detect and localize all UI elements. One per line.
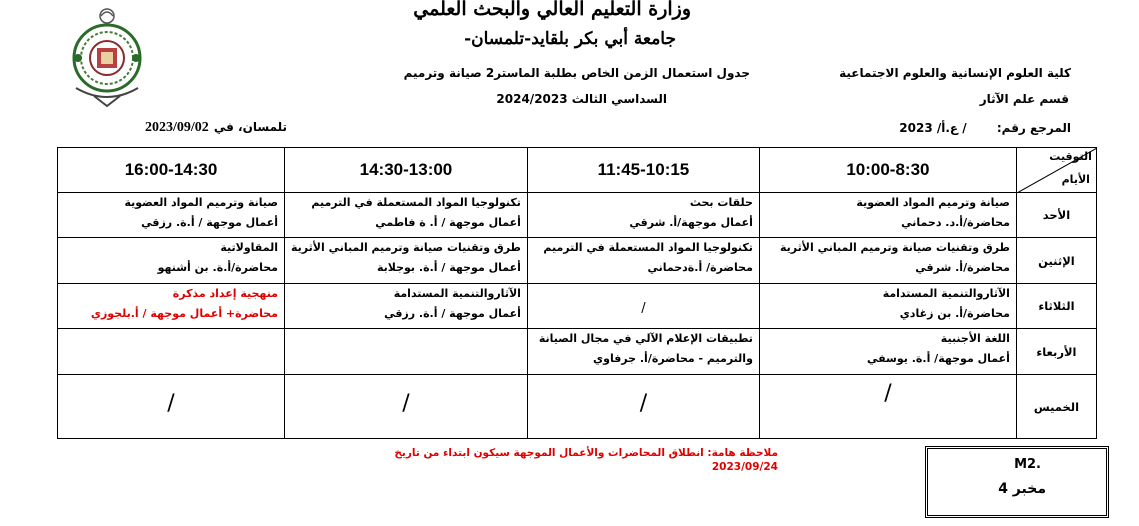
teacher: محاضرة+ أعمال موجهة / أ.بلجوزي: [90, 307, 278, 320]
university-seal-icon: [64, 8, 150, 110]
course: تطبيقات الإعلام الآلي في مجال الصيانة: [538, 332, 753, 345]
group-label: M2.: [1014, 457, 1041, 472]
corner-time-label: التوقيت: [1049, 150, 1092, 163]
teacher: أعمال موجهة/ أ.ة. يوسفي: [867, 352, 1010, 365]
table-row: [58, 284, 1097, 329]
cell-mon-1: [759, 238, 1016, 284]
corner-day-label: الأيام: [1061, 173, 1090, 186]
cell-wed-4: [58, 329, 285, 375]
room-label: مخبر 4: [998, 481, 1046, 497]
course: طرق وتقنيات صيانة وترميم المباني الأثرية: [780, 241, 1010, 254]
cell-mon-2: [527, 238, 759, 284]
teacher: محاضرة/أ. بن زغادي: [899, 307, 1010, 320]
reference-label: المرجع رقم:: [996, 121, 1071, 135]
teacher: أعمال موجهة/أ. شرقي: [629, 216, 753, 229]
cell-sun-2: [527, 193, 759, 238]
reference-number: / ع.أ/ 2023: [899, 121, 967, 135]
cell-thu-4: [58, 375, 285, 439]
faculty-name: كلية العلوم الإنسانية والعلوم الاجتماعية: [839, 66, 1071, 80]
empty-slot-mark: /: [167, 391, 175, 416]
cell-mon-3: [285, 238, 528, 284]
teacher: أعمال موجهة / أ.ة. بوجلابة: [376, 261, 521, 274]
cell-thu-2: [527, 375, 759, 439]
cell-wed-1: [759, 329, 1016, 375]
teacher: محاضرة/أ. شرقي: [915, 261, 1010, 274]
cell-tue-3: [285, 284, 528, 329]
cell-tue-1: [759, 284, 1016, 329]
cell-thu-3: [285, 375, 528, 439]
note-text: ملاحظة هامة: انطلاق المحاضرات والأعمال الموجهة سيكون ابتداء من تاريخ 2023/09/24: [394, 447, 778, 473]
course: حلقات بحث: [689, 196, 753, 209]
room-box: [925, 446, 1109, 518]
day-wednesday: الأربعاء: [1016, 329, 1096, 375]
cell-tue-4: [58, 284, 285, 329]
course: الآثاروالتنمية المستدامة: [882, 287, 1010, 300]
day-thursday: الخميس: [1016, 375, 1096, 439]
course: الآثاروالتنمية المستدامة: [393, 287, 521, 300]
timetable: [57, 147, 1097, 439]
empty-slot-mark: /: [641, 300, 646, 316]
cell-sun-4: [58, 193, 285, 238]
day-tuesday: الثلاثاء: [1016, 284, 1096, 329]
teacher: أعمال موجهة / أ.ة. رزقي: [141, 216, 278, 229]
course: تكنولوجيا المواد المستعملة في الترميم: [543, 241, 753, 254]
course: طرق وتقنيات صيانة وترميم المباني الأثرية: [291, 241, 521, 254]
teacher: والترميم - محاضرة/أ. جرفاوي: [593, 352, 753, 365]
time-slot-1: 10:00-8:30: [759, 148, 1016, 193]
cell-sun-3: [285, 193, 528, 238]
teacher: محاضرة/أ.ة. بن أشنهو: [157, 261, 278, 274]
important-note: [358, 446, 778, 474]
university-title: جامعة أبي بكر بلقايد-تلمسان-: [464, 29, 676, 49]
cell-wed-3: [285, 329, 528, 375]
table-row: [58, 375, 1097, 439]
table-header-row: [58, 148, 1097, 193]
reference-line: [899, 117, 1071, 136]
table-row: [58, 193, 1097, 238]
cell-thu-1: [759, 375, 1016, 439]
empty-slot-mark: /: [639, 391, 648, 416]
place-date: [145, 116, 287, 136]
university-logo: [64, 8, 150, 110]
course: صيانة وترميم المواد العضوية: [124, 196, 278, 209]
table-row: [58, 329, 1097, 375]
semester-label: السداسي الثالث 2024/2023: [496, 92, 667, 106]
time-slot-2: 11:45-10:15: [527, 148, 759, 193]
teacher: محاضرة/أ.د. دحماني: [901, 216, 1010, 229]
time-slot-3: 14:30-13:00: [285, 148, 528, 193]
ministry-title: وزارة التعليم العالي والبحث العلمي: [413, 0, 691, 20]
schedule-title: جدول استعمال الزمن الخاص بطلبة الماستر2 صيانة وترميم: [403, 66, 750, 80]
course: تكنولوجيا المواد المستعملة في الترميم: [311, 196, 521, 209]
teacher: أعمال موجهة / أ.ة. رزقي: [384, 307, 521, 320]
day-sunday: الأحد: [1016, 193, 1096, 238]
department-name: قسم علم الآثار: [979, 92, 1069, 106]
cell-wed-2: [527, 329, 759, 375]
empty-slot-mark: /: [884, 381, 892, 406]
day-monday: الإثنين: [1016, 238, 1096, 284]
course: المقاولاتية: [220, 241, 278, 254]
teacher: محاضرة/ أ.ةدحماني: [647, 261, 753, 274]
teacher: أعمال موجهة / أ. ة فاطمي: [375, 216, 521, 229]
cell-mon-4: [58, 238, 285, 284]
table-row: [58, 238, 1097, 284]
corner-cell: [1016, 148, 1096, 193]
course: صيانة وترميم المواد العضوية: [856, 196, 1010, 209]
empty-slot-mark: /: [402, 391, 410, 416]
course: اللغة الأجنبية: [940, 332, 1010, 345]
place-label: تلمسان، في: [213, 120, 288, 134]
time-slot-4: 16:00-14:30: [58, 148, 285, 193]
course: منهجية إعداد مذكرة: [172, 287, 278, 300]
cell-sun-1: [759, 193, 1016, 238]
issue-date: 2023/09/02: [145, 120, 209, 135]
cell-tue-2: [527, 284, 759, 329]
